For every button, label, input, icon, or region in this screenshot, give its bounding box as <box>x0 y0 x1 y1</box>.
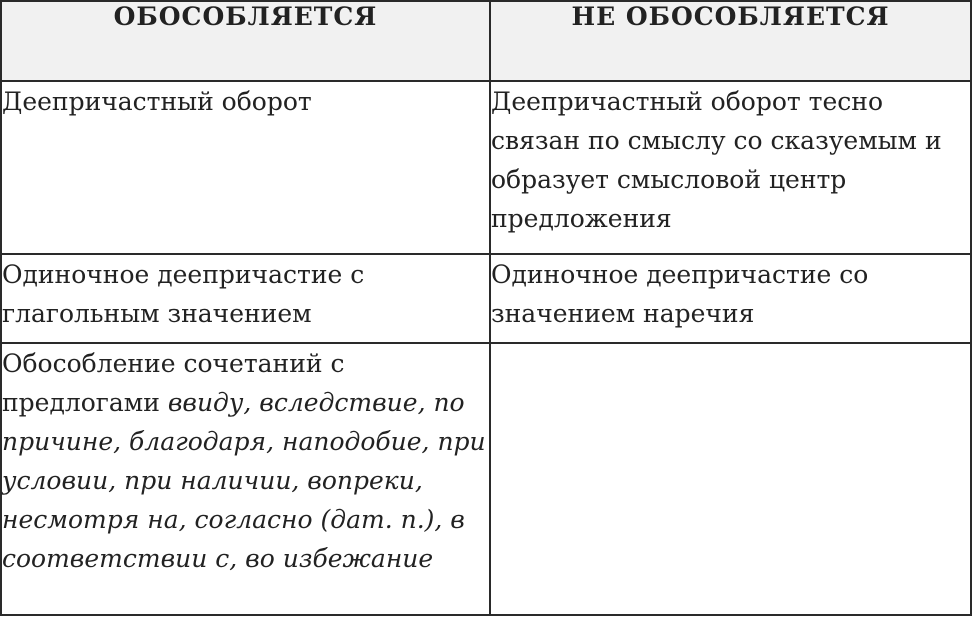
table-row <box>1 254 971 343</box>
cell-row3-left <box>1 343 490 615</box>
cell-row2-right: Одиночное деепричастие со значением наречия <box>490 254 971 343</box>
cell-row2-left: Одиночное деепричастие с глагольным значением <box>1 254 490 343</box>
cell-row1-left: Деепричастный оборот <box>1 81 490 254</box>
prepositions-list-text: ввиду, вследствие, по причине, благодаря, наподобие, при условии, при наличии, вопреки, несмотря на, согласно (дат. п.), в соответствии с, во избежание <box>2 387 486 573</box>
table-row <box>1 81 971 254</box>
cell-row3-right-empty <box>490 343 971 615</box>
header-not-isolated: НЕ ОБОСОБЛЯЕТСЯ <box>490 1 971 81</box>
table-row <box>1 343 971 615</box>
prepositions-intro-text: Обособление сочетаний с предлогами <box>2 348 345 417</box>
header-isolated: ОБОСОБЛЯЕТСЯ <box>1 1 490 81</box>
cell-row1-right: Деепричастный оборот тесно связан по смыслу со сказуемым и образует смысловой центр предложения <box>490 81 971 254</box>
table-header-row <box>1 1 971 81</box>
